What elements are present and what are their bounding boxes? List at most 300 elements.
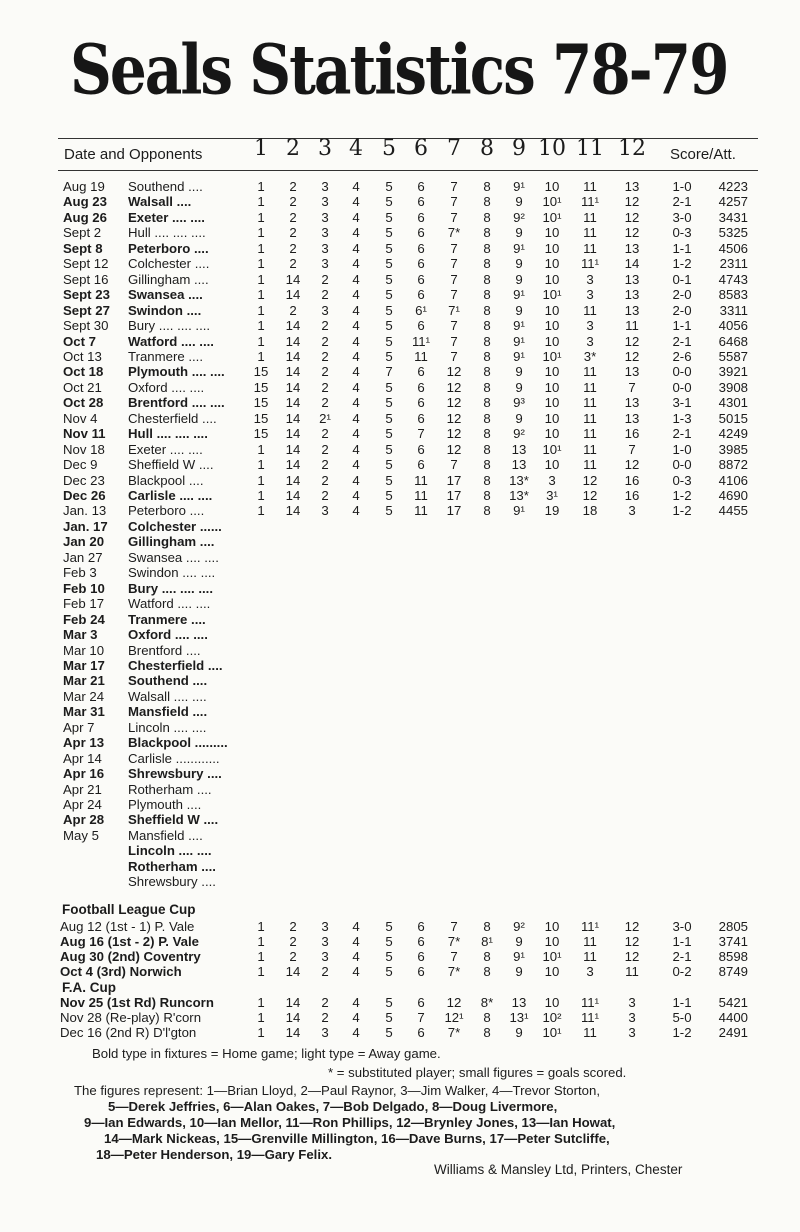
fixture-date: Sept 27 [63, 303, 110, 318]
player-cell: 10 [544, 995, 560, 1010]
player-cell: 9¹ [513, 318, 525, 333]
attendance-cell: 4257 [718, 194, 748, 209]
fixture-date: Nov 11 [63, 426, 106, 441]
player-cell: 14 [285, 318, 301, 333]
fixture-opponent: Gillingham .... [128, 534, 215, 549]
fixture-row [0, 411, 800, 426]
player-cell: 8* [480, 995, 494, 1010]
player-cell: 8 [483, 334, 491, 349]
fixture-row [0, 334, 800, 349]
fixture-date: Jan. 13 [63, 503, 107, 518]
attendance-cell: 4400 [718, 1010, 748, 1025]
fixture-opponent: Oxford .... .... [128, 627, 208, 642]
player-cell: 8 [483, 241, 491, 256]
fixture-date: Sept 2 [63, 225, 102, 240]
player-cell: 4 [352, 473, 360, 488]
player-cell: 12 [446, 426, 462, 441]
player-cell: 15 [253, 364, 269, 379]
player-cell: 3 [321, 241, 329, 256]
fixture-opponent: Carlisle ............ [128, 751, 220, 766]
player-cell: 3 [321, 934, 329, 949]
player-cell: 4 [352, 411, 360, 426]
player-cell: 2 [321, 488, 329, 503]
player-cell: 4 [352, 488, 360, 503]
player-cell: 12 [624, 349, 640, 364]
fixture-row [0, 596, 800, 611]
note-line1: Bold type in fixtures = Home game; light type = Away game. [92, 1046, 441, 1061]
player-cell: 6 [417, 210, 425, 225]
player-cell: 5 [385, 949, 393, 964]
player-cell: 3 [628, 503, 636, 518]
player-cell: 5 [385, 503, 393, 518]
player-cell: 4 [352, 303, 360, 318]
player-cell: 3 [321, 179, 329, 194]
fixture-opponent: Lincoln .... .... [128, 843, 212, 858]
player-cell: 7 [450, 256, 458, 271]
player-cell: 6 [417, 225, 425, 240]
fixture-opponent: Peterboro .... [128, 241, 209, 256]
player-cell: 7 [450, 457, 458, 472]
player-cell: 5 [385, 442, 393, 457]
score-cell: 1-3 [672, 411, 692, 426]
player-cell: 11 [583, 949, 597, 964]
player-cell: 9² [513, 210, 525, 225]
player-cell: 14 [285, 426, 301, 441]
player-cell: 8 [483, 457, 491, 472]
attendance-cell: 3741 [718, 934, 748, 949]
player-cell: 9¹ [513, 241, 525, 256]
player-cell: 1 [257, 334, 265, 349]
player-cell: 8 [483, 194, 491, 209]
player-cell: 2 [321, 364, 329, 379]
player-cell: 9 [515, 256, 523, 271]
player-cell: 9² [513, 919, 525, 934]
header-col-10: 10 [538, 136, 566, 161]
player-cell: 9 [515, 934, 523, 949]
fixture-opponent: Chesterfield .... [128, 411, 217, 426]
player-cell: 7 [450, 194, 458, 209]
player-cell: 4 [352, 964, 360, 979]
player-cell: 11¹ [580, 995, 600, 1010]
score-cell: 1-2 [672, 1025, 692, 1040]
player-cell: 10¹ [542, 1025, 562, 1040]
player-cell: 11 [625, 964, 639, 979]
player-cell: 13 [624, 241, 640, 256]
player-cell: 13 [624, 411, 640, 426]
fixture-date: Apr 13 [63, 735, 105, 750]
player-cell: 6 [417, 442, 425, 457]
fixture-opponent: Plymouth .... .... [128, 364, 225, 379]
header-col-3: 3 [318, 136, 332, 161]
score-cell: 2-0 [672, 287, 692, 302]
player-cell: 8 [483, 225, 491, 240]
player-cell: 5 [385, 194, 393, 209]
player-key-line: 5—Derek Jeffries, 6—Alan Oakes, 7—Bob Delgado, 8—Doug Livermore, [108, 1099, 558, 1114]
player-cell: 2 [321, 442, 329, 457]
player-cell: 13 [624, 395, 640, 410]
player-cell: 4 [352, 241, 360, 256]
player-cell: 1 [257, 503, 265, 518]
player-cell: 8 [483, 318, 491, 333]
player-cell: 5 [385, 995, 393, 1010]
fixture-row [0, 179, 800, 194]
score-cell: 2-1 [672, 949, 692, 964]
player-cell: 1 [257, 457, 265, 472]
player-cell: 9 [515, 364, 523, 379]
fixture-row [0, 395, 800, 410]
fixture-opponent: Swindon .... .... [128, 565, 216, 580]
fixture-opponent: Carlisle .... .... [128, 488, 213, 503]
player-cell: 1 [257, 964, 265, 979]
fixture-date: Mar 3 [63, 627, 98, 642]
fixture-opponent: Swansea .... [128, 287, 203, 302]
player-cell: 14 [285, 503, 301, 518]
fixture-opponent: Mansfield .... [128, 704, 208, 719]
player-cell: 5 [385, 473, 393, 488]
player-cell: 13 [624, 179, 640, 194]
fixture-row [0, 581, 800, 596]
fixture-opponent: Rotherham .... [128, 859, 216, 874]
player-cell: 3 [586, 334, 594, 349]
player-cell: 1 [257, 1025, 265, 1040]
page-title: Seals Statistics 78-79 [70, 30, 728, 111]
player-cell: 12 [624, 334, 640, 349]
score-cell: 0-3 [672, 473, 692, 488]
fixture-opponent: Sheffield W .... [128, 457, 214, 472]
player-cell: 7* [447, 1025, 461, 1040]
fixture-date: Sept 8 [63, 241, 103, 256]
score-cell: 2-1 [672, 194, 692, 209]
header-col-6: 6 [414, 136, 428, 161]
player-cell: 2 [289, 256, 297, 271]
player-cell: 12 [582, 473, 598, 488]
player-cell: 5 [385, 225, 393, 240]
fixture-date: Sept 30 [63, 318, 109, 333]
fixture-opponent: Colchester .... [128, 256, 210, 271]
fixture-opponent: Swindon .... [128, 303, 202, 318]
fixture-row [0, 673, 800, 688]
fixture-date: Sept 12 [63, 256, 109, 271]
score-cell: 1-2 [672, 488, 692, 503]
score-cell: 1-1 [672, 241, 692, 256]
player-cell: 1 [257, 256, 265, 271]
player-cell: 10¹ [542, 442, 562, 457]
fixture-date: Jan 27 [63, 550, 103, 565]
score-cell: 1-1 [672, 934, 692, 949]
player-cell: 14 [285, 488, 301, 503]
player-cell: 2 [289, 949, 297, 964]
player-cell: 6 [417, 287, 425, 302]
attendance-cell: 4223 [718, 179, 748, 194]
cup-row [0, 919, 800, 934]
player-cell: 11 [583, 210, 597, 225]
player-cell: 7 [450, 349, 458, 364]
header-col-7: 7 [447, 136, 461, 161]
player-cell: 4 [352, 225, 360, 240]
attendance-cell: 5015 [718, 411, 748, 426]
fixture-opponent: Shrewsbury .... [128, 874, 216, 889]
header-col-8: 8 [480, 136, 494, 161]
player-cell: 9¹ [513, 503, 525, 518]
score-cell: 1-2 [672, 503, 692, 518]
player-cell: 3 [628, 1010, 636, 1025]
fixture-date: Apr 16 [63, 766, 105, 781]
player-cell: 2 [289, 194, 297, 209]
player-cell: 4 [352, 194, 360, 209]
fixture-opponent: Southend .... [128, 673, 208, 688]
player-cell: 2 [321, 964, 329, 979]
attendance-cell: 3985 [718, 442, 748, 457]
player-cell: 7 [450, 287, 458, 302]
cup-row [0, 1025, 800, 1040]
fixture-date: Feb 17 [63, 596, 105, 611]
player-cell: 10 [544, 411, 560, 426]
player-cell: 1 [257, 949, 265, 964]
player-cell: 12¹ [444, 1010, 464, 1025]
player-cell: 11 [583, 395, 597, 410]
player-cell: 10 [544, 426, 560, 441]
player-cell: 8 [483, 503, 491, 518]
player-cell: 1 [257, 1010, 265, 1025]
fixture-date: Mar 24 [63, 689, 105, 704]
attendance-cell: 4301 [718, 395, 748, 410]
player-cell: 13* [509, 488, 529, 503]
score-cell: 0-0 [672, 364, 692, 379]
player-cell: 1 [257, 225, 265, 240]
fixture-date: May 5 [63, 828, 99, 843]
header-score-att: Score/Att. [670, 146, 736, 163]
header-col-2: 2 [286, 136, 300, 161]
player-cell: 1 [257, 287, 265, 302]
fixture-opponent: Blackpool ......... [128, 735, 228, 750]
player-cell: 10 [544, 364, 560, 379]
fixture-row [0, 766, 800, 781]
fixture-date: Apr 7 [63, 720, 95, 735]
player-cell: 10 [544, 964, 560, 979]
player-cell: 8 [483, 287, 491, 302]
cup-row [0, 964, 800, 979]
score-cell: 1-0 [672, 442, 692, 457]
player-cell: 3 [586, 964, 594, 979]
header-col-4: 4 [349, 136, 363, 161]
fixture-opponent: Bury .... .... .... [128, 581, 214, 596]
player-cell: 14 [285, 334, 301, 349]
player-cell: 13 [624, 272, 640, 287]
player-cell: 4 [352, 287, 360, 302]
player-cell: 2 [321, 380, 329, 395]
player-cell: 4 [352, 318, 360, 333]
player-cell: 7 [450, 272, 458, 287]
player-cell: 4 [352, 380, 360, 395]
fixture-row [0, 303, 800, 318]
player-cell: 6 [417, 364, 425, 379]
player-cell: 11¹ [580, 194, 600, 209]
player-cell: 13 [624, 287, 640, 302]
player-cell: 3 [628, 995, 636, 1010]
player-cell: 7¹ [448, 303, 460, 318]
fixture-date: Oct 18 [63, 364, 104, 379]
player-cell: 4 [352, 1010, 360, 1025]
player-cell: 3 [321, 919, 329, 934]
player-cell: 15 [253, 380, 269, 395]
player-cell: 11 [583, 411, 597, 426]
player-cell: 4 [352, 334, 360, 349]
player-cell: 9¹ [513, 179, 525, 194]
player-cell: 6 [417, 318, 425, 333]
player-cell: 5 [385, 179, 393, 194]
fixture-opponent: Blackpool .... [128, 473, 204, 488]
player-cell: 9¹ [513, 949, 525, 964]
fixture-row [0, 704, 800, 719]
fixture-date: Oct 13 [63, 349, 102, 364]
player-cell: 3 [321, 210, 329, 225]
player-cell: 12 [446, 442, 462, 457]
fixture-row [0, 720, 800, 735]
player-cell: 6 [417, 964, 425, 979]
player-cell: 3 [586, 272, 594, 287]
player-cell: 11¹ [580, 919, 600, 934]
fixture-date: Nov 4 [63, 411, 98, 426]
player-cell: 1 [257, 995, 265, 1010]
fixture-row [0, 859, 800, 874]
player-cell: 4 [352, 210, 360, 225]
player-cell: 2 [321, 995, 329, 1010]
player-cell: 3 [586, 287, 594, 302]
score-cell: 2-1 [672, 334, 692, 349]
player-cell: 5 [385, 256, 393, 271]
score-cell: 1-2 [672, 256, 692, 271]
player-cell: 6 [417, 272, 425, 287]
fixture-opponent: Southend .... [128, 179, 203, 194]
player-cell: 6 [417, 457, 425, 472]
player-cell: 1 [257, 934, 265, 949]
player-cell: 1 [257, 241, 265, 256]
player-cell: 19 [544, 503, 560, 518]
score-cell: 0-1 [672, 272, 692, 287]
player-cell: 8 [483, 303, 491, 318]
score-cell: 5-0 [672, 1010, 692, 1025]
player-cell: 4 [352, 1025, 360, 1040]
player-cell: 1 [257, 919, 265, 934]
player-cell: 3 [321, 503, 329, 518]
player-cell: 3 [628, 1025, 636, 1040]
player-cell: 8 [483, 473, 491, 488]
player-cell: 2 [289, 241, 297, 256]
player-cell: 6 [417, 380, 425, 395]
player-cell: 9¹ [513, 334, 525, 349]
player-cell: 13 [624, 364, 640, 379]
player-cell: 2 [289, 919, 297, 934]
fixture-row [0, 874, 800, 889]
note-line2: * = substituted player; small figures = goals scored. [328, 1065, 627, 1080]
player-cell: 12 [446, 380, 462, 395]
player-cell: 17 [446, 488, 462, 503]
player-cell: 2 [321, 1010, 329, 1025]
player-cell: 5 [385, 457, 393, 472]
player-cell: 6 [417, 411, 425, 426]
player-cell: 8 [483, 411, 491, 426]
player-cell: 2 [321, 318, 329, 333]
fixture-opponent: Hull .... .... .... [128, 225, 206, 240]
player-cell: 13 [511, 442, 527, 457]
fixture-opponent: Hull .... .... .... [128, 426, 208, 441]
header-col-11: 11 [576, 136, 604, 161]
cup-round-label: Oct 4 (3rd) Norwich [60, 964, 182, 979]
player-cell: 11 [414, 349, 428, 364]
player-cell: 1 [257, 442, 265, 457]
player-cell: 6¹ [415, 303, 427, 318]
player-cell: 1 [257, 303, 265, 318]
player-cell: 2 [289, 225, 297, 240]
attendance-cell: 4690 [718, 488, 748, 503]
player-cell: 7 [628, 442, 636, 457]
player-cell: 5 [385, 318, 393, 333]
player-cell: 8 [483, 210, 491, 225]
fixture-opponent: Brentford .... [128, 643, 201, 658]
fixture-opponent: Peterboro .... [128, 503, 205, 518]
player-cell: 3 [321, 1025, 329, 1040]
fixture-row [0, 643, 800, 658]
player-cell: 8 [483, 919, 491, 934]
player-cell: 2 [289, 210, 297, 225]
player-cell: 10¹ [542, 210, 562, 225]
fixture-opponent: Watford .... .... [128, 596, 211, 611]
player-cell: 10 [544, 919, 560, 934]
player-cell: 10 [544, 225, 560, 240]
cup-round-label: Nov 28 (Re-play) R'corn [60, 1010, 202, 1025]
cup-round-label: Aug 12 (1st - 1) P. Vale [60, 919, 195, 934]
player-cell: 11 [414, 503, 428, 518]
attendance-cell: 2805 [718, 919, 748, 934]
player-cell: 3 [548, 473, 556, 488]
fixture-row [0, 735, 800, 750]
fixture-date: Aug 26 [63, 210, 107, 225]
fixture-opponent: Bury .... .... .... [128, 318, 211, 333]
player-cell: 7 [450, 334, 458, 349]
cup-row [0, 949, 800, 964]
fixture-date: Feb 10 [63, 581, 105, 596]
attendance-cell: 8583 [718, 287, 748, 302]
player-cell: 2 [289, 179, 297, 194]
fixture-date: Oct 28 [63, 395, 104, 410]
score-cell: 0-2 [672, 964, 692, 979]
player-cell: 8 [483, 272, 491, 287]
player-cell: 10² [542, 1010, 562, 1025]
player-cell: 9² [513, 426, 525, 441]
player-cell: 6 [417, 995, 425, 1010]
player-key-line: 14—Mark Nickeas, 15—Grenville Millington, 16—Dave Burns, 17—Peter Sutcliffe, [104, 1131, 610, 1146]
player-cell: 8 [483, 256, 491, 271]
player-cell: 12 [624, 934, 640, 949]
fixture-row [0, 612, 800, 627]
player-cell: 9³ [513, 395, 525, 410]
attendance-cell: 3908 [718, 380, 748, 395]
player-cell: 6 [417, 934, 425, 949]
fixture-date: Sept 16 [63, 272, 109, 287]
fixture-opponent: Brentford .... .... [128, 395, 225, 410]
fixture-opponent: Walsall .... .... [128, 689, 207, 704]
fixture-date: Apr 14 [63, 751, 102, 766]
fixture-row [0, 503, 800, 518]
player-cell: 7 [417, 1010, 425, 1025]
player-key-line: The figures represent: 1—Brian Lloyd, 2—Paul Raynor, 3—Jim Walker, 4—Trevor Storton, [74, 1083, 601, 1098]
player-cell: 6 [417, 949, 425, 964]
player-cell: 11 [414, 488, 428, 503]
header-date-opponents: Date and Opponents [64, 146, 203, 163]
player-cell: 8 [483, 380, 491, 395]
player-cell: 7 [385, 364, 393, 379]
printer-credit: Williams & Mansley Ltd, Printers, Chester [434, 1162, 683, 1177]
